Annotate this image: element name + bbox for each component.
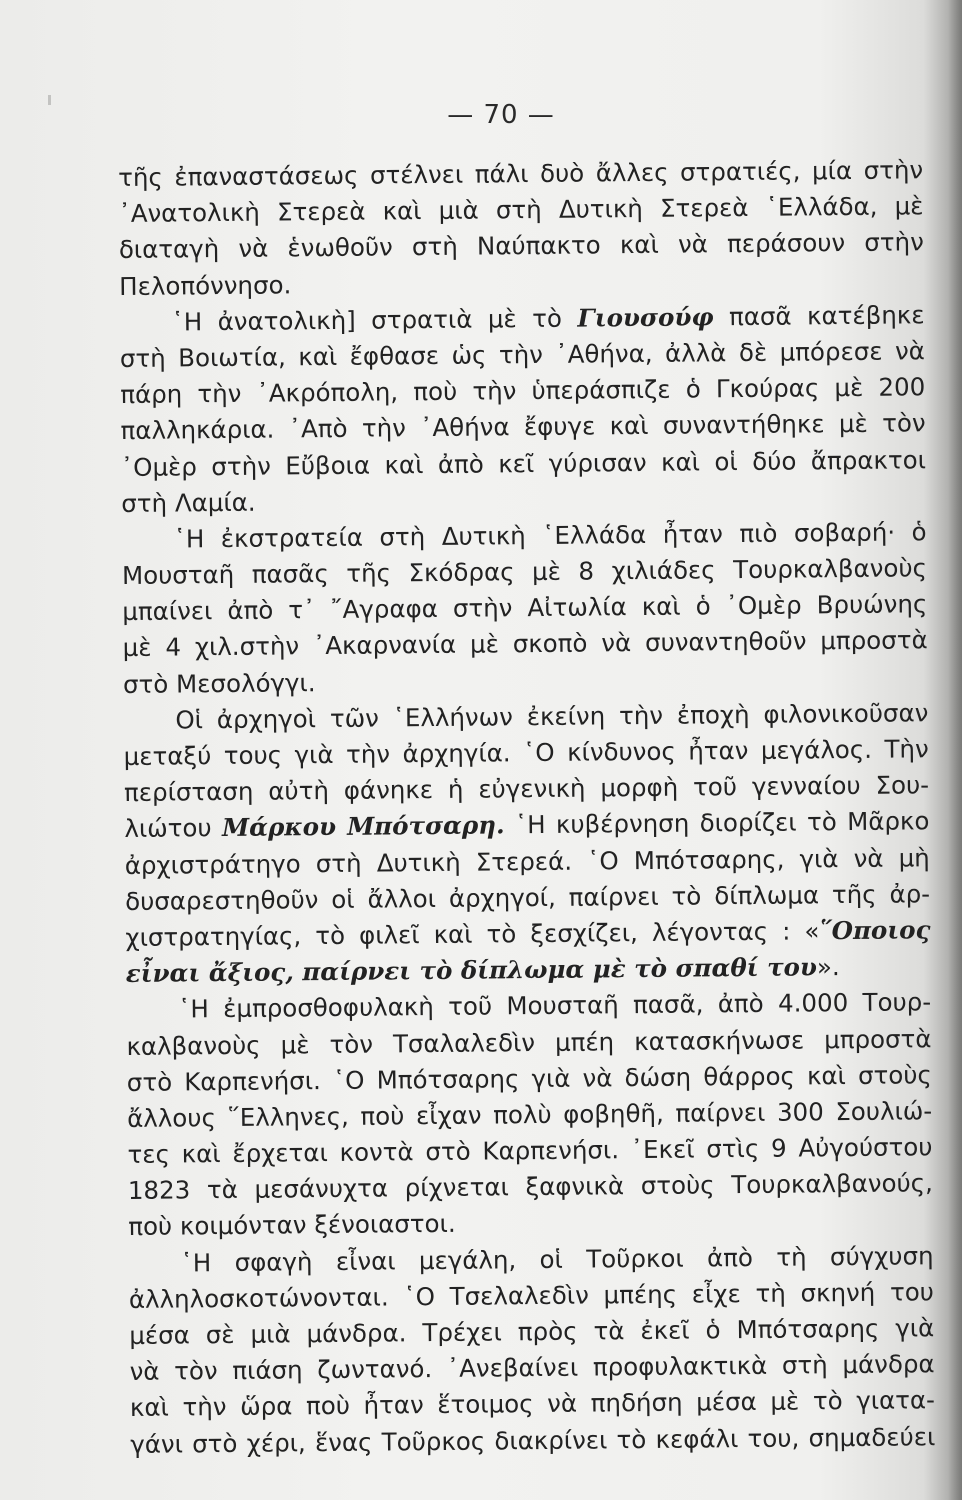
text-line: περίσταση αὐτὴ φάνηκε ἡ εὐγενικὴ μορφὴ τοῦ γενναίου Σου- — [123, 770, 930, 808]
text-run: ῾Η ἀνατολικὴ] στρατιὰ μὲ τὸ — [171, 303, 578, 337]
text-line: στὸ Μεσολόγγι. — [122, 667, 316, 699]
body-text — [118, 152, 960, 1463]
page-number: — 70 — — [447, 100, 555, 130]
text-line: Πελοπόννησο. — [119, 269, 292, 301]
text-line: Μουσταῆ πασᾶς τῆς Σκόδρας μὲ 8 χιλιάδες Τουρκαλβανοὺς — [121, 553, 928, 591]
text-run: ῾Η κυβέρνηση διορίζει τὸ Μᾶρκο — [504, 806, 930, 840]
text-line: μὲ 4 χιλ.στὴν ᾿Ακαρνανία μὲ σκοπὸ νὰ συναντηθοῦν μπροστὰ — [122, 625, 928, 663]
text-line: διαταγὴ νὰ ἑνωθοῦν στὴ Ναύπακτο καὶ νὰ περάσουν στὴν — [118, 227, 924, 265]
emphasized-quote: ῞Οποιος — [819, 915, 931, 946]
text-line: ᾿Ανατολικὴ Στερεὰ καὶ μιὰ στὴ Δυτικὴ Στερεὰ ῾Ελλάδα, μὲ — [118, 191, 924, 229]
text-line: τες καὶ ἔρχεται κοντὰ στὸ Καρπενήσι. ᾿Εκεῖ στὶς 9 Αὐγούστου — [127, 1132, 933, 1170]
text-line: 1823 τὰ μεσάνυχτα ρίχνεται ξαφνικὰ στοὺς Τουρκαλβανούς, — [127, 1168, 933, 1206]
emphasized-name: Γιουσούφ — [577, 302, 714, 333]
text-line: στὸ Καρπενήσι. ῾Ο Μπότσαρης γιὰ νὰ δώση θάρρος καὶ στοὺς — [126, 1059, 932, 1097]
text-line: μεταξύ τους γιὰ τὴν ἀρχηγία. ῾Ο κίνδυνος ἦταν μεγάλος. Τὴν — [123, 734, 929, 771]
text-line: ἀρχιστράτηγο στὴ Δυτικὴ Στερεά. ῾Ο Μπότσαρης, γιὰ νὰ μὴ — [124, 842, 930, 880]
text-line: ῾Η ἐκστρατεία στὴ Δυτικὴ ῾Ελλάδα ἦταν πιὸ σοβαρή· ὁ — [173, 517, 927, 554]
text-line: ποὺ κοιμόνταν ξένοιαστοι. — [128, 1209, 456, 1242]
text-line: ῾Η σφαγὴ εἶναι μεγάλη, οἱ Τοῦρκοι ἀπὸ τὴ σύγχυση — [180, 1240, 934, 1278]
text-run: ». — [816, 952, 840, 982]
text-line: στὴ Βοιωτία, καὶ ἔφθασε ὡς τὴν ᾿Αθήνα, ἀλλὰ δὲ μπόρεσε νὰ — [119, 336, 926, 373]
text-line: ἄλλους ῞Ελληνες, ποὺ εἶχαν πολὺ φοβηθῆ, παίρνει 300 Σουλιώ- — [127, 1096, 933, 1133]
text-line: γάνι στὸ χέρι, ἕνας Τοῦρκος διακρίνει τὸ κεφάλι του, σημαδεύει — [130, 1421, 936, 1459]
text-line: πάρη τὴν ᾿Ακρόπολη, ποὺ τὴν ὑπεράσπιζε ὁ Γκούρας μὲ 200 — [120, 372, 926, 410]
text-line: δυσαρεστηθοῦν οἱ ἄλλοι ἀρχηγοί, παίρνει τὸ δίπλωμα τῆς ἀρ- — [124, 878, 931, 916]
emphasized-quote: εἶναι ἄξιος, παίρνει τὸ δίπλωμα μὲ τὸ σπαθί του — [125, 952, 818, 989]
text-line: ῾Η ἐμπροσθοφυλακὴ τοῦ Μουσταῆ πασᾶ, ἀπὸ 4.000 Τουρ- — [178, 987, 932, 1024]
text-run: λιώτου — [124, 813, 223, 844]
text-line: παλληκάρια. ᾿Απὸ τὴν ᾿Αθήνα ἔφυγε καὶ συναντήθηκε μὲ τὸν — [120, 408, 926, 446]
text-line: μέσα σὲ μιὰ μάνδρα. Τρέχει πρὸς τὰ ἐκεῖ ὁ Μπότσαρης γιὰ — [129, 1313, 935, 1350]
text-run: πασᾶ κατέβηκε — [713, 300, 925, 332]
text-run: χιστρατηγίας, τὸ φιλεῖ καὶ τὸ ξεσχίζει, λέγοντας : « — [125, 916, 820, 952]
emphasized-name: Μάρκου Μπότσαρη. — [221, 810, 505, 843]
text-line: Οἱ ἀρχηγοὶ τῶν ῾Ελλήνων ἐκείνη τὴν ἐποχὴ φιλονικοῦσαν — [175, 698, 929, 735]
text-line: ἀλληλοσκοτώνονται. ῾Ο Τσελαλεδὶν μπέης εἶχε τὴ σκηνή του — [128, 1277, 935, 1314]
text-line: τῆς ἐπαναστάσεως στέλνει πάλι δυὸ ἄλλες στρατιές, μία στὴν — [118, 155, 924, 192]
text-line: νὰ τὸν πιάση ζωντανό. ᾿Ανεβαίνει προφυλακτικὰ στὴ μάνδρα — [129, 1349, 935, 1387]
text-line: στὴ Λαμία. — [121, 487, 256, 518]
text-line: μπαίνει ἀπὸ τ᾿ ῎Αγραφα στὴν Αἰτωλία καὶ ὁ ᾿Ομὲρ Βρυώνης — [122, 589, 928, 627]
text-line: ᾿Ομὲρ στὴν Εὔβοια καὶ ἀπὸ κεῖ γύρισαν καὶ οἱ δύο ἄπρακτοι — [120, 444, 927, 482]
text-line: καλβανοὺς μὲ τὸν Τσαλαλεδὶν μπέη κατασκήνωσε μπροστὰ — [126, 1023, 932, 1061]
text-line: καὶ τὴν ὥρα ποὺ ἦταν ἕτοιμος νὰ πηδήση μέσα μὲ τὸ γιατα- — [129, 1385, 936, 1423]
